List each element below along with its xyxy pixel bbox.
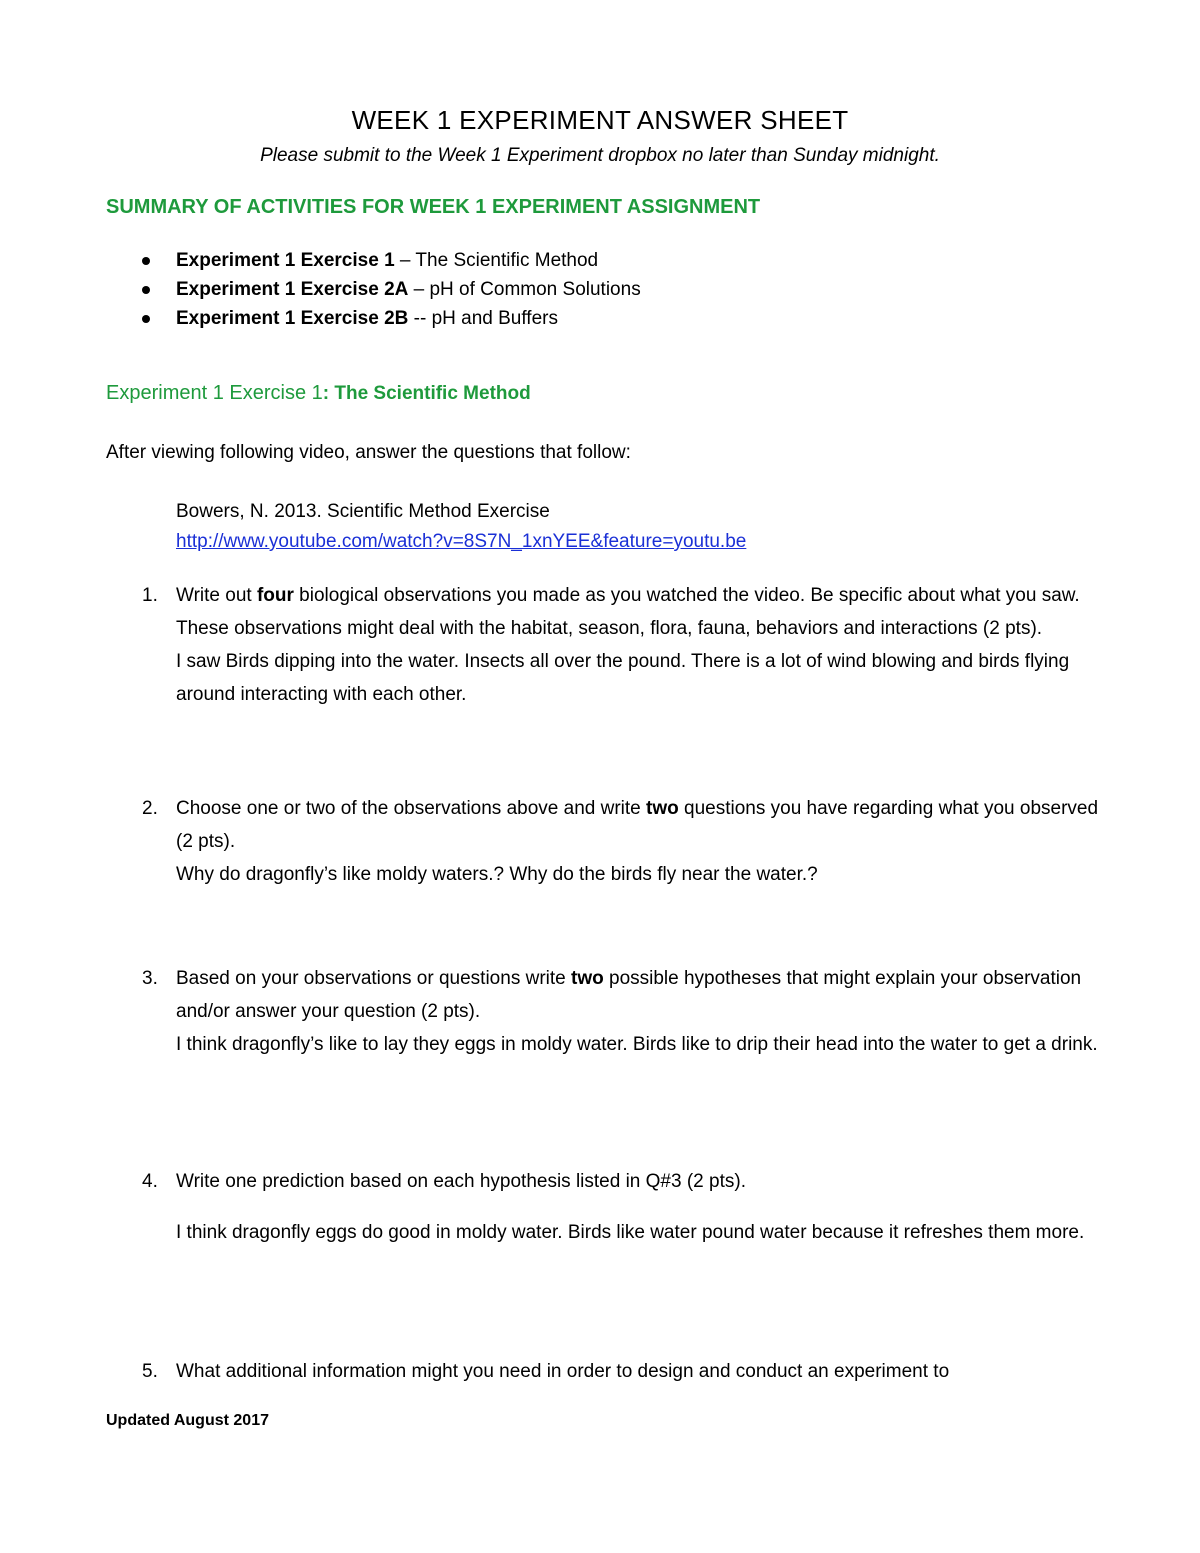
question-text: Choose one or two of the observations above and write: [176, 798, 647, 819]
question-2: [106, 792, 1106, 891]
summary-item-title: Experiment 1 Exercise 2A: [176, 279, 409, 300]
summary-item: [140, 246, 641, 275]
question-text: Write one prediction based on each hypothesis listed in Q#3 (2 pts).: [176, 1171, 746, 1192]
question-number: 2.: [142, 798, 158, 819]
answer-text[interactable]: I think dragonfly’s like to lay they eggs in moldy water. Birds like to drip their head into the water to get a drink.: [176, 1034, 1098, 1055]
question-4: [106, 1165, 1106, 1249]
question-1: [106, 579, 1106, 711]
exercise-heading: [106, 382, 531, 405]
question-number: 4.: [142, 1171, 158, 1192]
question-text-rest: questions you have regarding what you observed (2 pts).: [176, 798, 1099, 852]
page-subtitle: Please submit to the Week 1 Experiment dropbox no later than Sunday midnight.: [260, 145, 940, 166]
bullet-icon: [142, 257, 150, 265]
summary-item: [140, 304, 641, 333]
summary-heading: SUMMARY OF ACTIVITIES FOR WEEK 1 EXPERIMENT ASSIGNMENT: [106, 196, 761, 218]
question-number: 3.: [142, 968, 158, 989]
question-3: [106, 962, 1106, 1061]
answer-text[interactable]: I saw Birds dipping into the water. Insects all over the pound. There is a lot of wind blowing and birds flying around interacting with each other.: [176, 651, 1070, 705]
question-emphasis: two: [646, 798, 679, 819]
page-title: WEEK 1 EXPERIMENT ANSWER SHEET: [351, 105, 849, 135]
question-text-rest: biological observations you made as you watched the video. Be specific about what you saw. These observations might deal with the habitat, season, flora, fauna, behaviors and interactions (2 pts).: [176, 585, 1080, 639]
citation-block: [176, 497, 746, 557]
summary-item-desc: – The Scientific Method: [394, 250, 599, 271]
question-text: Write out: [176, 585, 257, 606]
bullet-icon: [142, 286, 150, 294]
summary-item-desc: -- pH and Buffers: [408, 308, 558, 329]
question-emphasis: two: [571, 968, 604, 989]
question-emphasis: four: [256, 585, 294, 606]
summary-item-desc: – pH of Common Solutions: [408, 279, 641, 300]
video-link[interactable]: http://www.youtube.com/watch?v=8S7N_1xnYEE&feature=youtu.be: [176, 531, 747, 552]
summary-item-title: Experiment 1 Exercise 2B: [176, 308, 409, 329]
question-text: What additional information might you need in order to design and conduct an experiment to: [176, 1361, 950, 1382]
summary-item: [140, 275, 641, 304]
question-number: 1.: [142, 585, 158, 606]
exercise-heading-rest: : The Scientific Method: [322, 383, 531, 404]
exercise-heading-main: Experiment 1 Exercise 1: [106, 382, 323, 404]
exercise-intro: After viewing following video, answer the questions that follow:: [106, 442, 631, 463]
summary-list: [140, 246, 641, 333]
answer-text[interactable]: I think dragonfly eggs do good in moldy water. Birds like water pound water because it refreshes them more.: [176, 1222, 1085, 1243]
question-text-rest: possible hypotheses that might explain your observation and/or answer your question (2 pts).: [176, 968, 1082, 1022]
summary-item-title: Experiment 1 Exercise 1: [176, 250, 395, 271]
bullet-icon: [142, 315, 150, 323]
question-5: [106, 1355, 1106, 1388]
answer-text[interactable]: Why do dragonfly’s like moldy waters.? Why do the birds fly near the water.?: [176, 864, 818, 885]
question-text: Based on your observations or questions write: [176, 968, 571, 989]
question-number: 5.: [142, 1361, 158, 1382]
citation-text: Bowers, N. 2013. Scientific Method Exercise: [176, 501, 550, 522]
page-footer: Updated August 2017: [106, 1412, 269, 1429]
